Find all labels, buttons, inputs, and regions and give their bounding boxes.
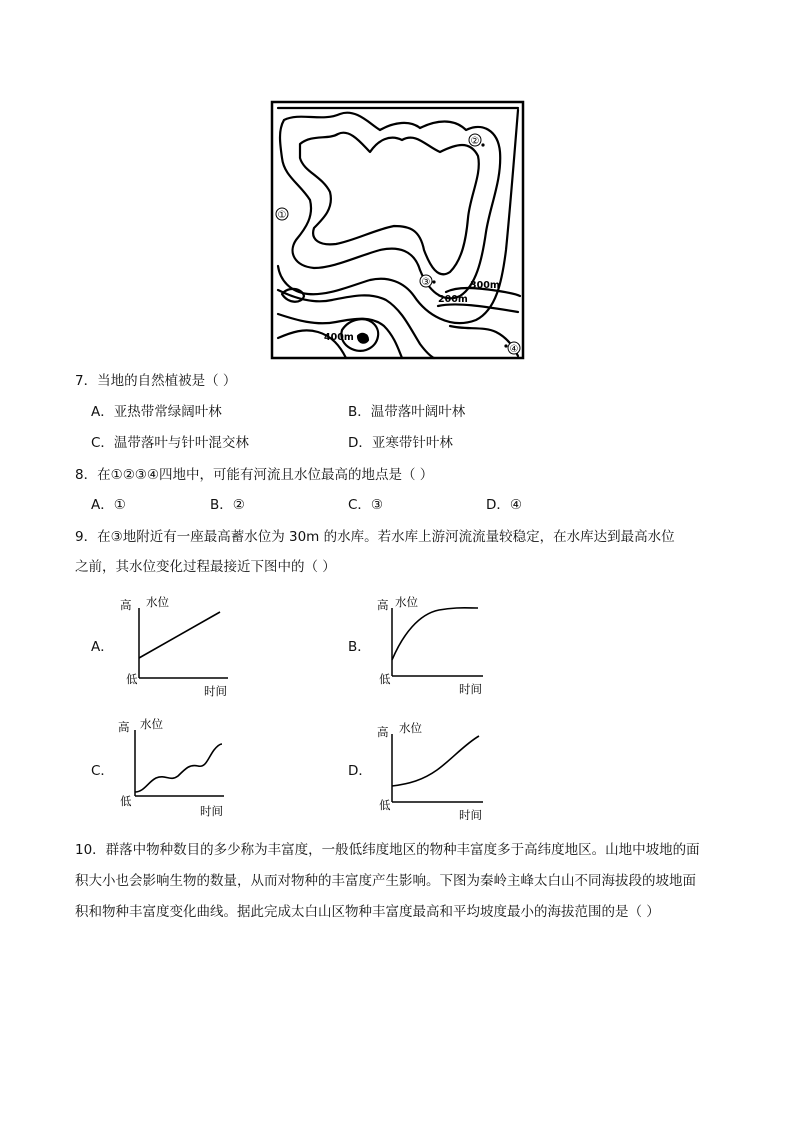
graph-c-xlabel: 时间 [200,804,223,818]
question-10-stem-line1: 10．群落中物种数目的多少称为丰富度，一般低纬度地区的物种丰富度多于高纬度地区。山地中坡地的面 [75,842,700,858]
contour-line [358,334,368,343]
graph-d [375,716,490,820]
graph-b-ylabel: 水位 [395,595,418,609]
question-9-stem-line1: 9．在③地附近有一座最高蓄水位为 30m 的水库。若水库上游河流流量较稳定，在水库达到最高水位 [75,529,675,545]
graph-b-curve [392,608,478,660]
contour-map [270,100,526,360]
graph-d-xlabel: 时间 [459,808,482,820]
marker-2-label: ② [470,136,480,147]
q7-option-d[interactable]: D．亚寒带针叶林 [348,435,453,451]
graph-c-ylabel: 水位 [140,717,163,731]
graph-b-high-label: 高 [377,598,389,612]
q7-option-c[interactable]: C．温带落叶与针叶混交林 [91,435,249,451]
q8-option-d[interactable]: D．④ [486,497,522,513]
elevation-300-label: 300m [470,280,500,291]
question-7-stem: 7．当地的自然植被是（ ） [75,373,237,389]
marker-1-label: ① [277,210,287,221]
q7-option-b[interactable]: B．温带落叶阔叶林 [348,404,466,420]
elevation-400-label: 400m [324,332,354,343]
graph-d-curve [392,736,479,786]
graph-a-ylabel: 水位 [146,595,169,609]
q8-option-b[interactable]: B．② [210,497,245,513]
question-9-stem-line2: 之前，其水位变化过程最接近下图中的（ ） [75,559,336,575]
question-8-stem: 8．在①②③④四地中，可能有河流且水位最高的地点是（ ） [75,467,434,483]
graph-d-low-label: 低 [379,798,391,812]
graph-a-curve [139,612,220,658]
marker-3-label: ③ [421,277,431,288]
graph-c-low-label: 低 [120,794,132,808]
q8-option-a[interactable]: A．① [91,497,126,513]
contour-map-svg [270,100,526,360]
graph-b-xlabel: 时间 [459,682,482,696]
q7-option-a[interactable]: A．亚热带常绿阔叶林 [91,404,222,420]
graph-a-xlabel: 时间 [204,684,227,698]
graph-d-high-label: 高 [377,725,389,739]
graph-a-high-label: 高 [120,598,132,612]
graph-c [116,716,231,820]
q9-option-a[interactable]: A． [91,639,114,655]
question-10-stem-line2: 积大小也会影响生物的数量，从而对物种的丰富度产生影响。下图为秦岭主峰太白山不同海拔段的坡地面 [75,873,696,889]
question-10-stem-line3: 积和物种丰富度变化曲线。据此完成太白山区物种丰富度最高和平均坡度最小的海拔范围的是（ ） [75,904,660,920]
graph-b-low-label: 低 [379,672,391,686]
q8-option-c[interactable]: C．③ [348,497,384,513]
graph-d-ylabel: 水位 [399,721,422,735]
graph-c-high-label: 高 [118,720,130,734]
graph-c-curve [135,744,222,792]
graph-a [118,594,233,698]
q9-option-b[interactable]: B． [348,639,371,655]
marker-4-label: ④ [509,344,519,355]
elevation-200-label: 200m [438,294,468,305]
q9-option-c[interactable]: C． [91,763,114,779]
q9-option-d[interactable]: D． [348,763,372,779]
graph-a-low-label: 低 [126,672,138,686]
graph-b [375,594,490,698]
